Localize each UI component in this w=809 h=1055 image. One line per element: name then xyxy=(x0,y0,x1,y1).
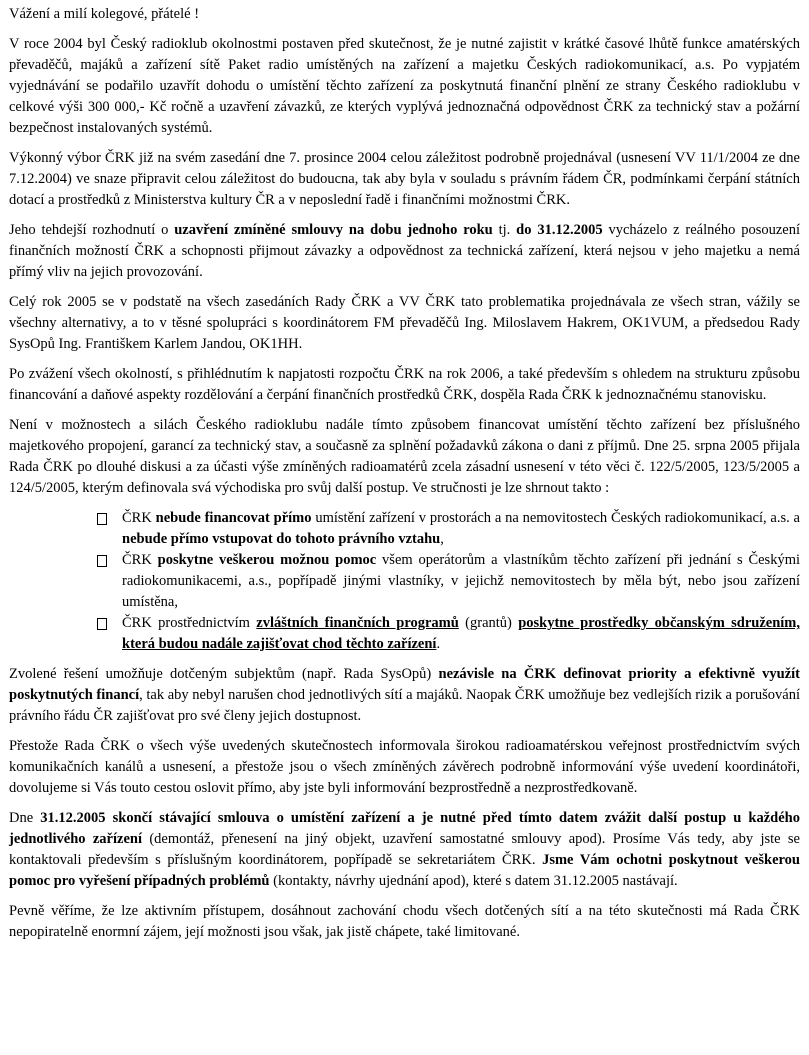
paragraph xyxy=(9,220,800,283)
bullet-item xyxy=(9,550,800,613)
text-run: Výkonný výbor ČRK již na svém zasedání dne 7. prosince 2004 celou záležitost podrobně projednával (usnesení VV 11/1/2004 ze dne 7.12.2004) ve snaze připravit celou záležitost do budoucna, tak aby byla v souladu s právním řádem ČR, podmínkami čerpání státních dotací a prostředků z Ministerstva kultury ČR a v neposlední řadě i finančními možnostmi ČRK. xyxy=(9,150,800,208)
text-run: (kontakty, návrhy ujednání apod), které s datem 31.12.2005 nastávají. xyxy=(269,873,678,889)
emphasized-text: zvláštních finančních programů xyxy=(256,615,459,631)
emphasized-text: uzavření zmíněné smlouvy na dobu jednoho roku xyxy=(174,222,493,238)
text-run: Přestože Rada ČRK o všech výše uvedených skutečnostech informovala širokou radioamatérskou veřejnost prostřednictvím svých komunikačních kanálů a usnesení, a přestože jsou o všech zmíněných závěrech podrobně informování výše uvedení koordinátoři, dovolujeme si Vás touto cestou oslovit přímo, aby jste byli informování bezprostředně a nezprostředkovaně. xyxy=(9,738,800,796)
text-run: ČRK prostřednictvím xyxy=(122,615,257,631)
text-run: , xyxy=(440,531,444,547)
text-run: Zvolené řešení umožňuje dotčeným subjektům (např. Rada SysOpů) xyxy=(9,666,439,682)
emphasized-text: poskytne veškerou možnou pomoc xyxy=(157,552,377,568)
text-run: Celý rok 2005 se v podstatě na všech zasedáních Rady ČRK a VV ČRK tato problematika projednávala ze všech stran, vážily se všechny alternativy, a to v těsné spolupráci s koordinátorem FM převaděčů Ing. Miloslavem Hakrem, OK1VUM, a předsedou Rady SysOpů Ing. Františkem Karlem Jandou, OK1HH. xyxy=(9,294,800,352)
text-run: ČRK xyxy=(122,552,158,568)
paragraph xyxy=(9,808,800,892)
emphasized-text: 31.12.2005 skončí stávající smlouva o umístění zařízení a je nutné před tímto datem zvážit další postup u každého jednotlivého zařízení xyxy=(9,810,800,847)
emphasized-text: Jsme Vám ochotni poskytnout veškerou pomoc pro vyřešení případných problémů xyxy=(9,852,800,889)
text-run: tj. xyxy=(492,222,517,238)
square-bullet-icon xyxy=(97,618,107,630)
salutation: Vážení a milí kolegové, přátelé ! xyxy=(9,6,200,22)
document-body xyxy=(9,34,800,943)
text-run: (demontáž, přenesení na jiný objekt, uzavření samostatné smlouvy apod). Prosíme Vás tedy, aby jste se kontaktovali především s příslušným koordinátorem, popřípadě se sekretariátem ČRK. xyxy=(9,831,800,868)
bullet-item xyxy=(9,613,800,655)
square-bullet-icon xyxy=(97,555,107,567)
bullet-list xyxy=(9,508,800,655)
text-run: Není v možnostech a silách Českého radioklubu nadále tímto způsobem financovat umístění těchto zařízení bez příslušného majetkového propojení, garancí za technický stav, a současně za splnění požadavků zákona o dani z příjmů. Dne 25. srpna 2005 přijala Rada ČRK po dlouhé diskusi a za účasti výše zmíněných radioamatérů zcela zásadní usnesení v této věci č. 122/5/2005, 123/5/2005 a 124/5/2005, kterým definovala svá východiska pro svůj další postup. Ve stručnosti je lze shrnout takto : xyxy=(9,417,800,496)
emphasized-text: nebude přímo vstupovat do tohoto právního vztahu xyxy=(122,531,441,547)
paragraph xyxy=(9,664,800,727)
text-run: , tak aby nebyl narušen chod jednotlivých sítí a majáků. Naopak ČRK umožňuje bez vedlejších rizik a porušování právního řádu ČR zajišťovat pro své členy jejich dostupnost. xyxy=(9,687,800,724)
square-bullet-icon xyxy=(97,513,107,525)
emphasized-text: nezávisle na ČRK definovat priority a efektivně využít poskytnutých financí xyxy=(9,666,800,703)
text-run: (grantů) xyxy=(458,615,519,631)
text-run: Dne xyxy=(9,810,41,826)
paragraph xyxy=(9,292,800,355)
text-run: Jeho tehdejší rozhodnutí o xyxy=(9,222,175,238)
paragraph xyxy=(9,148,800,211)
text-run: všem operátorům a vlastníkům těchto zařízení při jednání s Českými radiokomunikacemi, a.s., popřípadě jinými vlastníky, v jejichž nemovitostech by měla být, nebo jsou zařízení umístěna, xyxy=(122,552,800,610)
text-run: umístění zařízení v prostorách a na nemovitostech Českých radiokomunikací, a.s. a xyxy=(311,510,800,526)
emphasized-text: poskytne prostředky občanským sdružením, která budou nadále zajišťovat chod těchto zařízení xyxy=(122,615,800,652)
text-run: ČRK xyxy=(122,510,156,526)
paragraph xyxy=(9,736,800,799)
paragraph xyxy=(9,34,800,139)
emphasized-text: do 31.12.2005 xyxy=(516,222,603,238)
paragraph xyxy=(9,901,800,943)
paragraph xyxy=(9,364,800,406)
text-run: Po zvážení všech okolností, s přihlédnutím k napjatosti rozpočtu ČRK na rok 2006, a také především s ohledem na strukturu způsobu financování a daňové aspekty rozdělování a čerpání finančních prostředků ČRK, dospěla Rada ČRK k jednoznačnému stanovisku. xyxy=(9,366,800,403)
emphasized-text: nebude financovat přímo xyxy=(155,510,312,526)
text-run: . xyxy=(436,636,441,652)
text-run: vycházelo z reálného posouzení finančních možností ČRK a schopnosti přijmout závazky a odpovědnost za technická zařízení, která nejsou v jeho majetku a nemá přímý vliv na jejich provozování. xyxy=(9,222,800,280)
bullet-item xyxy=(9,508,800,550)
text-run: Pevně věříme, že lze aktivním přístupem, dosáhnout zachování chodu všech dotčených sítí a na této skutečnosti má Rada ČRK nepopiratelně enormní zájem, její možnosti jsou však, jak jistě chápete, také limitované. xyxy=(9,903,800,940)
paragraph xyxy=(9,415,800,499)
text-run: V roce 2004 byl Český radioklub okolnostmi postaven před skutečnost, že je nutné zajistit v krátké časové lhůtě funkce amatérských převaděčů, majáků a zařízení sítě Paket radio umístěných na zařízení a majetku Českých radiokomunikací, a.s. Po vypjatém vyjednávání se podařilo uzavřít dohodu o umístění těchto zařízení za poskytnutá finanční plnění ze strany Českého radioklubu v celkové výši 300 000,- Kč ročně a uzavření závazků, ze kterých vyplývá jednoznačná odpovědnost ČRK za technický stav a požární bezpečnost instalovaných systémů. xyxy=(9,36,800,136)
